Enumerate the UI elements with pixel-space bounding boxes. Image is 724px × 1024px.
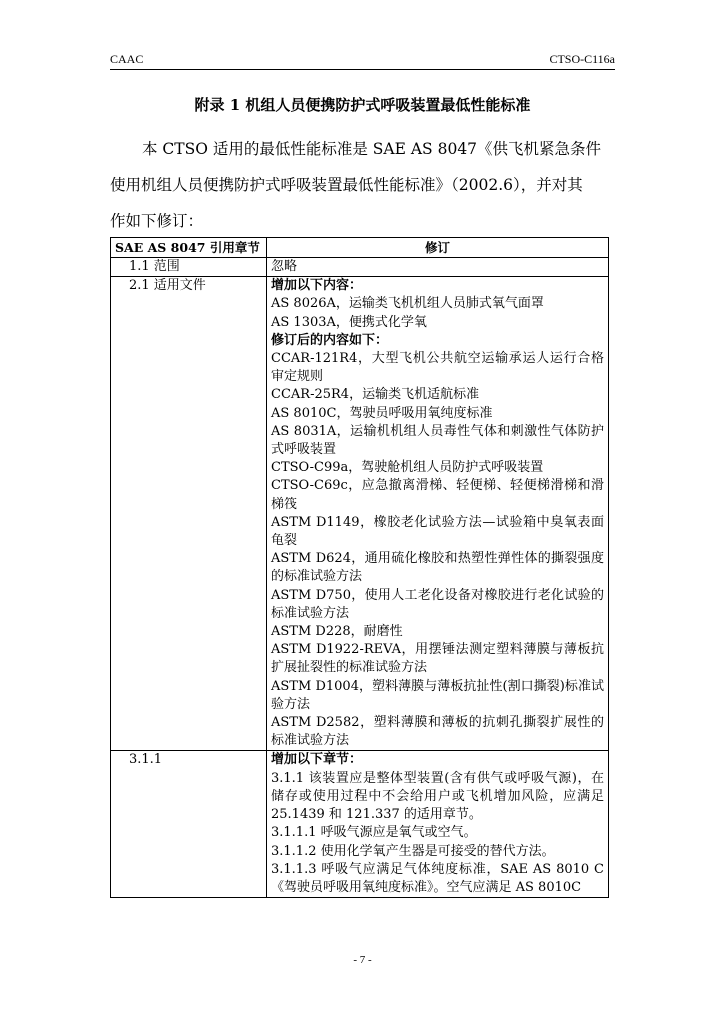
section-cell: 3.1.1 <box>111 751 267 898</box>
revision-line: AS 1303A，便携式化学氧 <box>271 314 427 330</box>
revision-line: 3.1.1.2 使用化学氧产生器是可接受的替代方法。 <box>271 843 555 859</box>
revision-line: ASTM D228，耐磨性 <box>271 624 403 640</box>
intro-line-2: 使用机组人员便携防护式呼吸装置最低性能标准》（2002.6），并对其 <box>110 176 583 194</box>
revision-cell <box>267 751 609 898</box>
table-row <box>111 258 609 277</box>
revision-line: 忽略 <box>271 259 298 274</box>
revision-instruction: 增加以下章节： <box>271 752 363 768</box>
intro-paragraph <box>110 131 615 239</box>
revision-line: ASTM D2582，塑料薄膜和薄板的抗刺孔撕裂扩展性的标准试验方法 <box>271 715 604 749</box>
intro-line-1: 本 CTSO 适用的最低性能标准是 SAE AS 8047《供飞机紧急条件 <box>142 140 602 158</box>
revision-line: ASTM D1149，橡胶老化试验方法—试验箱中臭氧表面龟裂 <box>271 514 604 549</box>
page-header <box>110 52 615 67</box>
section-cell: 1.1 范围 <box>111 258 267 277</box>
revision-line: CTSO-C69c，应急撤离滑梯、轻便梯、轻便梯滑梯和滑梯筏 <box>271 478 604 512</box>
table-row <box>111 751 609 898</box>
header-right: CTSO-C116a <box>549 52 615 66</box>
revision-line: 3.1.1.1 呼吸气源应是氧气或空气。 <box>271 825 477 841</box>
appendix-title: 附录 1 机组人员便携防护式呼吸装置最低性能标准 <box>194 96 531 114</box>
revision-line: AS 8010C，驾驶员呼吸用氧纯度标准 <box>271 405 493 421</box>
revision-line: CCAR-25R4，运输类飞机适航标准 <box>271 387 480 403</box>
header-left: CAAC <box>110 52 144 66</box>
page-number: - 7 - <box>353 954 372 966</box>
table-row <box>111 277 609 751</box>
revision-cell <box>267 258 609 277</box>
revision-line: 3.1.1.3 呼吸气应满足气体纯度标准，SAE AS 8010 C《驾驶员呼吸用氧纯度标准》。空气应满足 AS 8010C <box>271 861 604 895</box>
table-body <box>111 258 609 898</box>
revision-line: ASTM D1922-REVA，用摆锤法测定塑料薄膜与薄板抗扩展扯裂性的标准试验方法 <box>271 642 604 676</box>
revision-line: CCAR-121R4，大型飞机公共航空运输承运人运行合格审定规则 <box>271 351 604 385</box>
revision-line: ASTM D750，使用人工老化设备对橡胶进行老化试验的标准试验方法 <box>271 587 604 621</box>
header-revision-column: 修订 <box>267 238 609 258</box>
revision-line: CTSO-C99a，驾驶舱机组人员防护式呼吸装置 <box>271 460 544 476</box>
intro-line-3: 作如下修订： <box>110 212 204 230</box>
revision-instruction: 增加以下内容： <box>271 278 363 294</box>
table-header-row <box>111 238 609 258</box>
revision-cell <box>267 277 609 751</box>
revision-line: ASTM D624，通用硫化橡胶和热塑性弹性体的撕裂强度的标准试验方法 <box>271 551 604 585</box>
revision-table <box>110 237 609 898</box>
section-cell: 2.1 适用文件 <box>111 277 267 751</box>
revision-line: AS 8026A，运输类飞机机组人员肺式氧气面罩 <box>271 296 544 312</box>
revision-line: AS 8031A，运输机机组人员毒性气体和刺激性气体防护式呼吸装置 <box>271 423 604 458</box>
revision-instruction: 修订后的内容如下： <box>271 332 389 348</box>
header-rule <box>110 69 615 70</box>
header-section-column: SAE AS 8047 引用章节 <box>111 238 267 258</box>
revision-line: ASTM D1004，塑料薄膜与薄板抗扯性(割口撕裂)标准试验方法 <box>271 678 604 712</box>
revision-line: 3.1.1 该装置应是整体型装置(含有供气或呼吸气源)，在储存或使用过程中不会给用户或飞机增加风险，应满足 25.1439 和 121.337 的适用章节。 <box>271 770 604 823</box>
